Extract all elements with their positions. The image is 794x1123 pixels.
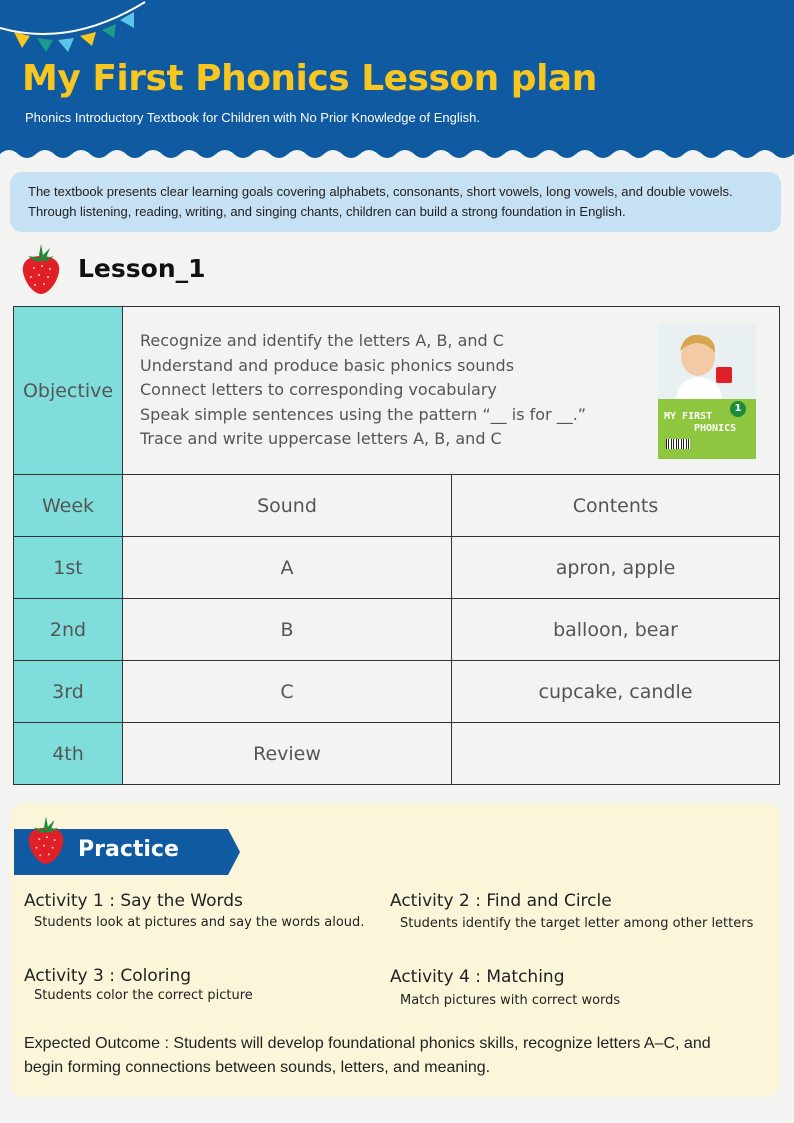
header-banner (0, 0, 794, 160)
column-header-sound: Sound (123, 475, 452, 537)
week-cell: 1st (14, 537, 123, 599)
sound-cell: C (123, 661, 452, 723)
strawberry-icon (20, 244, 62, 296)
contents-cell: balloon, bear (452, 599, 780, 661)
activity-description: Students color the correct picture (34, 988, 253, 1003)
activity-description: Students identify the target letter among other letters (400, 916, 754, 931)
strawberry-icon (26, 816, 66, 866)
book-title (664, 411, 736, 435)
table-header-row (14, 475, 780, 537)
activity-title: Activity 1 : Say the Words (24, 891, 243, 911)
cover-photo (658, 323, 756, 399)
activity-title: Activity 4 : Matching (390, 967, 565, 987)
contents-cell: apron, apple (452, 537, 780, 599)
contents-cell (452, 723, 780, 785)
wave-divider (0, 146, 794, 162)
intro-box (10, 172, 781, 232)
objective-item: Trace and write uppercase letters A, B, and C (140, 429, 502, 449)
table-row (14, 599, 780, 661)
activity-title: Activity 3 : Coloring (24, 966, 192, 986)
practice-title: Practice (78, 837, 179, 862)
outcome-line-2: begin forming connections between sounds, letters, and meaning. (24, 1059, 491, 1076)
page-title: My First Phonics Lesson plan (22, 58, 597, 99)
book-number-badge: 1 (730, 401, 746, 417)
book-title-line-1: MY FIRST (664, 411, 713, 422)
lesson-table (13, 306, 780, 785)
objective-item: Understand and produce basic phonics sounds (140, 355, 515, 375)
sound-cell: A (123, 537, 452, 599)
page-subtitle: Phonics Introductory Textbook for Children with No Prior Knowledge of English. (25, 110, 480, 125)
bunting-decoration (0, 0, 160, 60)
column-header-week: Week (14, 475, 123, 537)
barcode (666, 439, 690, 449)
sound-cell: Review (123, 723, 452, 785)
week-cell: 4th (14, 723, 123, 785)
objective-label: Objective (14, 307, 123, 475)
lesson-title: Lesson_1 (78, 254, 206, 283)
column-header-contents: Contents (452, 475, 780, 537)
book-title-line-2: PHONICS (694, 423, 737, 434)
table-row (14, 723, 780, 785)
objective-item: Connect letters to corresponding vocabulary (140, 380, 497, 400)
activity-description: Students look at pictures and say the words aloud. (34, 915, 365, 930)
sound-cell: B (123, 599, 452, 661)
contents-cell: cupcake, candle (452, 661, 780, 723)
table-row (14, 537, 780, 599)
objective-item: Speak simple sentences using the pattern “__ is for __.” (140, 404, 587, 424)
activity-title: Activity 2 : Find and Circle (390, 891, 612, 911)
week-cell: 2nd (14, 599, 123, 661)
activity-description: Match pictures with correct words (400, 993, 621, 1008)
expected-outcome (24, 1032, 779, 1080)
intro-line-2: Through listening, reading, writing, and singing chants, children can build a strong foundation in English. (28, 204, 626, 219)
week-cell: 3rd (14, 661, 123, 723)
objective-item: Recognize and identify the letters A, B, and C (140, 331, 504, 351)
objective-row (14, 307, 780, 475)
outcome-line-1: Expected Outcome : Students will develop foundational phonics skills, recognize letters A–C, and (24, 1035, 711, 1052)
intro-line-1: The textbook presents clear learning goals covering alphabets, consonants, short vowels, long vowels, and double vowels. (28, 184, 733, 199)
table-row (14, 661, 780, 723)
objective-cell (123, 307, 780, 475)
textbook-cover-image (658, 323, 756, 459)
